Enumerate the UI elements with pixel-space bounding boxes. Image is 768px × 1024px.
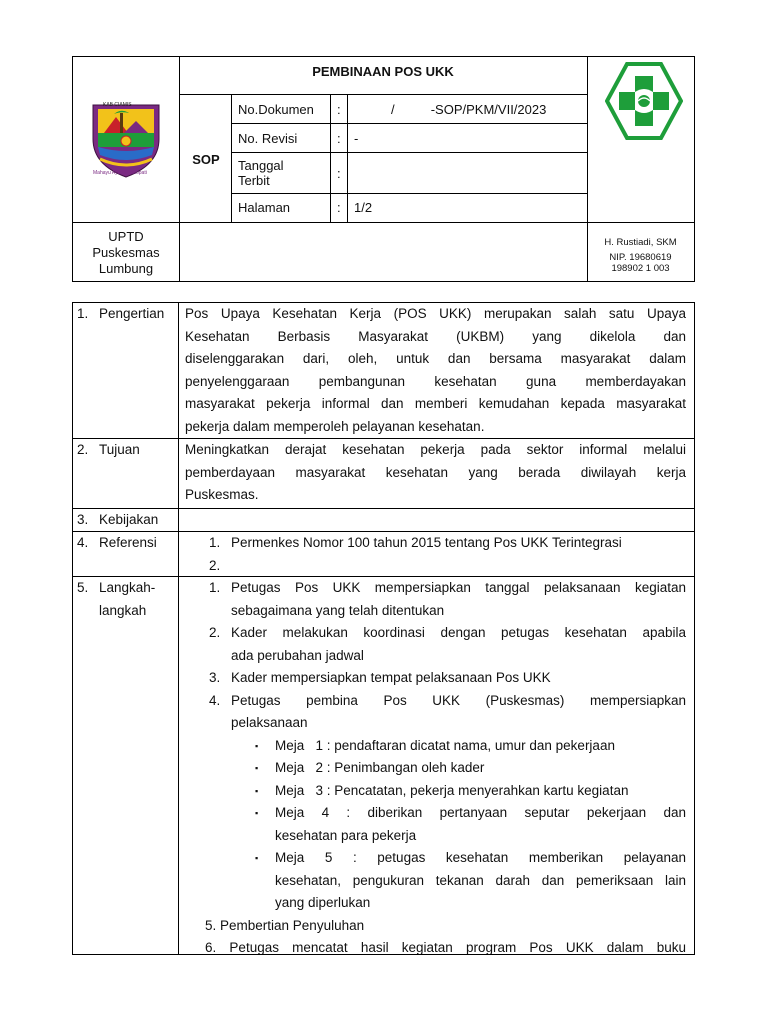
section-label: Pengertian (99, 306, 165, 321)
item-text: yang diperlukan (275, 895, 371, 910)
section-label: Langkah- (99, 580, 156, 595)
puskesmas-logo (605, 62, 683, 140)
bullet-item (185, 847, 686, 915)
bullet-icon: ▪ (255, 763, 259, 773)
section-number: 3. (77, 512, 89, 527)
field-value-halaman: 1/2 (354, 200, 373, 215)
item-text: 6. Petugas mencatat hasil kegiatan program Pos UKK dalam buku (205, 940, 686, 955)
sop-header-table (72, 56, 695, 282)
bullet-icon: ▪ (255, 853, 259, 863)
field-value-no-revisi: - (354, 131, 359, 146)
item-number: 2. (209, 557, 221, 573)
logo-top-text: KAB CIAMIS (103, 102, 132, 108)
field-label-tanggal-terbit: Tanggal Terbit (238, 158, 284, 188)
field-sep-no-revisi: : (337, 131, 341, 146)
item-number: 1. (209, 535, 221, 550)
section-number: 2. (77, 442, 89, 457)
item-number: 1. (209, 580, 221, 595)
document-title: PEMBINAAN POS UKK (312, 64, 454, 79)
item-number: 4. (209, 692, 221, 708)
section-label: Kebijakan (99, 512, 159, 527)
org-name (73, 229, 179, 277)
logo-bottom-text: Mahayu Ayana Pasopati (93, 170, 147, 176)
sop-label: SOP (192, 152, 220, 167)
section-label-cont: langkah (99, 602, 147, 618)
text-line: Kesehatan Berbasis Masyarakat (UKBM) yang dikelola dan (185, 328, 686, 344)
org-line-3: Lumbung (98, 261, 154, 276)
item-text: Permenkes Nomor 100 tahun 2015 tentang Pos UKK Terintegrasi (231, 535, 622, 550)
item-text: pelaksanaan (231, 715, 308, 730)
sop-content-table (72, 302, 695, 955)
field-sep-halaman: : (337, 200, 341, 215)
item-text: Meja 3 : Pencatatan, pekerja menyerahkan kartu kegiatan (275, 782, 629, 798)
item-text: Petugas pembina Pos UKK (Puskesmas) mempersiapkan (231, 692, 686, 708)
item-text: kesehatan para pekerja (275, 827, 417, 843)
field-label-no-dokumen: No.Dokumen (238, 102, 314, 117)
item-text: Petugas Pos UKK mempersiapkan tanggal pelaksanaan kegiatan (231, 580, 686, 595)
signatory-name: H. Rustiadi, SKM (604, 237, 677, 248)
text-line: masyarakat pekerja informal dan memberi kemudahan kepada masyarakat (185, 396, 686, 411)
bullet-icon: ▪ (255, 808, 259, 818)
bullet-icon: ▪ (255, 740, 259, 751)
step-item (185, 937, 686, 955)
step-item (185, 622, 686, 667)
item-text: Kader mempersiapkan tempat pelaksanaan Pos UKK (231, 670, 551, 685)
field-sep-no-dokumen: : (337, 102, 341, 117)
item-text: Kader melakukan koordinasi dengan petugas kesehatan apabila (231, 625, 686, 640)
bullet-item (185, 802, 686, 847)
item-text: kesehatan, pengukuran tekanan darah dan pemeriksaan lain (275, 872, 686, 888)
item-text: Meja 4 : diberikan pertanyaan seputar pekerjaan dan (275, 805, 686, 820)
list-item (185, 532, 686, 555)
item-text: sebagaimana yang telah ditentukan (231, 602, 445, 618)
org-line-2: Puskesmas (92, 245, 160, 260)
field-label-no-revisi: No. Revisi (238, 131, 298, 146)
text-line: pemberdayaan masyarakat kesehatan yang berada diwilayah kerja (185, 464, 686, 480)
section-label: Referensi (99, 535, 157, 550)
section-tujuan (73, 439, 694, 509)
section-kebijakan (73, 509, 694, 532)
text-line: pekerja dalam memperoleh pelayanan kesehatan. (185, 418, 485, 434)
section-number: 4. (77, 535, 89, 550)
step-item (185, 915, 686, 938)
item-text: Meja 1 : pendaftaran dicatat nama, umur dan pekerjaan (275, 737, 615, 753)
bullet-item (185, 780, 686, 803)
bullet-item (185, 735, 686, 758)
bullet-item (185, 757, 686, 780)
text-line: Meningkatkan derajat kesehatan pekerja pada sektor informal melalui (185, 442, 686, 457)
item-number: 2. (209, 625, 221, 640)
signatory-nip-2: 198902 1 003 (611, 263, 670, 274)
item-text: 5. Pembertian Penyuluhan (205, 917, 365, 933)
item-text: ada perubahan jadwal (231, 647, 364, 663)
section-pengertian (73, 303, 694, 439)
text-line: Pos Upaya Kesehatan Kerja (POS UKK) merupakan salah satu Upaya (185, 306, 686, 321)
step-item (185, 690, 686, 735)
field-value-no-dokumen: / -SOP/PKM/VII/2023 (391, 102, 547, 117)
field-sep-tanggal-terbit: : (337, 166, 341, 181)
step-item (185, 577, 686, 622)
text-line: diselenggarakan dari, oleh, untuk dan bersama masyarakat dalam (185, 351, 686, 366)
kabupaten-ciamis-logo (90, 99, 162, 179)
bullet-icon: ▪ (255, 785, 259, 796)
org-line-1: UPTD (108, 229, 144, 244)
step-item (185, 667, 686, 690)
item-number: 3. (209, 670, 221, 685)
field-label-halaman: Halaman (238, 200, 291, 215)
section-referensi (73, 532, 694, 577)
signatory-nip-1: NIP. 19680619 (609, 252, 672, 263)
text-line: Puskesmas. (185, 487, 259, 502)
section-number: 1. (77, 306, 89, 321)
section-label: Tujuan (99, 442, 140, 457)
text-line: penyelenggaraan pembangunan kesehatan guna memberdayakan (185, 373, 686, 389)
item-text: Meja 5 : petugas kesehatan memberikan pelayanan (275, 850, 686, 865)
section-number: 5. (77, 580, 89, 595)
item-text: Meja 2 : Penimbangan oleh kader (275, 760, 485, 775)
